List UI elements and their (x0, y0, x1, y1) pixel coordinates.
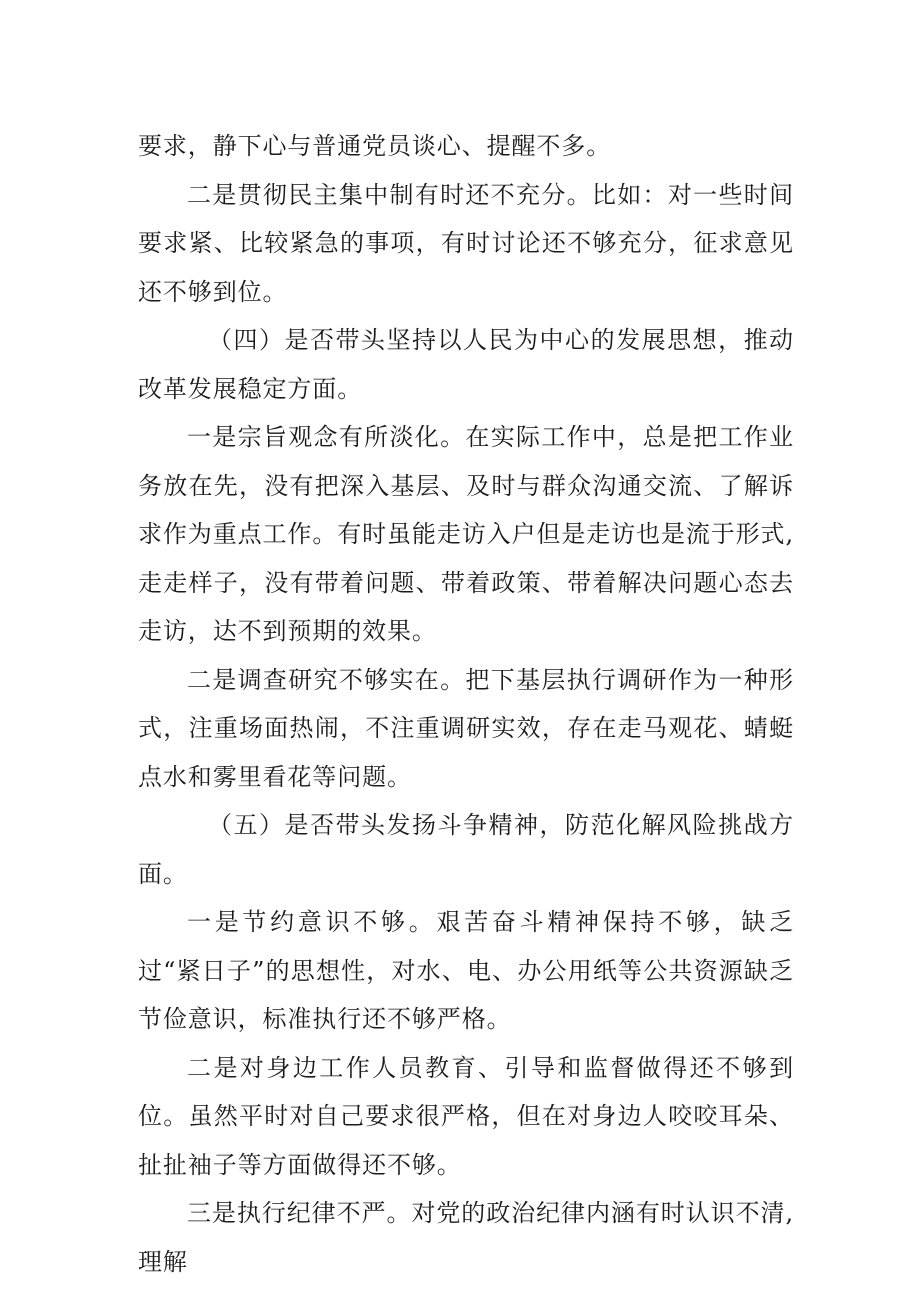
paragraph-investigation-research: 二是调查研究不够实在。把下基层执行调研作为一种形式，注重场面热闹，不注重调研实效，存在走马观花、蜻蜓点水和雾里看花等问题。 (138, 665, 794, 791)
paragraph-discipline: 三是执行纪律不严。对党的政治纪律内涵有时认识不清,理解 (138, 1199, 794, 1276)
paragraph-continuation: 要求，静下心与普通党员谈心、提醒不多。 (138, 132, 612, 160)
paragraph-purpose-concept: 一是宗旨观念有所淡化。在实际工作中，总是把工作业务放在先，没有把深入基层、及时与群众沟通交流、了解诉求作为重点工作。有时虽能走访入户但是走访也是流于形式,走走样子，没有带着问题、带着政策、带着解决问题心态去走访，达不到预期的效果。 (138, 423, 794, 645)
paragraph-staff-supervision: 二是对身边工作人员教育、引导和监督做得还不够到位。虽然平时对自己要求很严格，但在对身边人咬咬耳朵、扯扯袖子等方面做得还不够。 (138, 1053, 794, 1179)
paragraph-frugality: 一是节约意识不够。艰苦奋斗精神保持不够，缺乏过“紧日子”的思想性，对水、电、办公用纸等公共资源缺乏节俭意识，标准执行还不够严格。 (138, 908, 794, 1033)
paragraph-democratic-centralism: 二是贯彻民主集中制有时还不充分。比如：对一些时间要求紧、比较紧急的事项，有时讨论还不够充分，征求意见还不够到位。 (138, 180, 794, 306)
section-heading-four: （四）是否带头坚持以人民为中心的发展思想，推动改革发展稳定方面。 (138, 326, 794, 403)
section-heading-five: （五）是否带头发扬斗争精神，防范化解风险挑战方面。 (138, 811, 794, 888)
document-body (138, 122, 794, 1286)
